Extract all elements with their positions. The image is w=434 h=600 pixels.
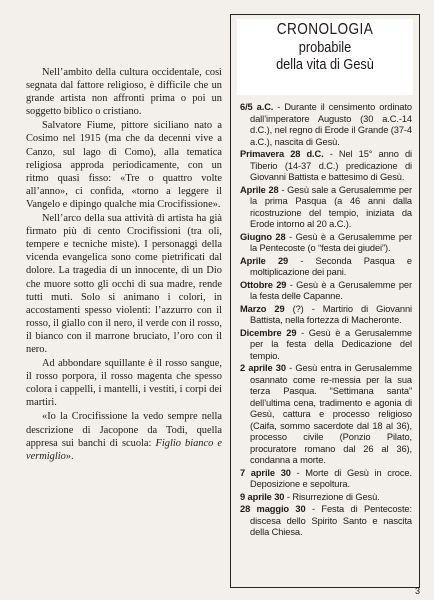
article-column (26, 66, 222, 463)
entry-date: Dicembre 29 (240, 327, 297, 338)
entry-text: - Gesù è a Gerusalemme per la festa delle Capanne. (250, 279, 412, 301)
entry-date: 28 maggio 30 (240, 504, 306, 514)
entry-date: 7 aprile 30 (240, 467, 291, 478)
chronology-entry (240, 232, 412, 255)
entry-text: - Morte di Gesù in croce. Deposizione e sepoltura. (250, 467, 412, 489)
quote-italic: Figlio bianco e vermiglio (26, 437, 222, 462)
chronology-entry (240, 149, 412, 184)
chronology-entry (240, 102, 412, 148)
entry-date: Marzo 29 (240, 303, 285, 314)
paragraph-5 (26, 410, 222, 462)
entry-text: (?) - Martirio di Giovanni Battista, nella fortezza di Macheronte. (250, 303, 413, 325)
entry-date: 9 aprile 30 (240, 491, 285, 502)
paragraph-3: Nell’arco della sua attività di artista ha già firmato più di cento Crocifissioni (tra oli, tempere e tecniche miste). I personaggi della vicenda evangelica sono come pietrificati dal dolore. La tragedia di un innocente, di un Dio che muore sotto gli occhi di sua madre, rende tutti muti. Solo si animano i colori, in accostamenti spesso violenti: l’azzurro con il rosso, il giallo con il nero, il verde con il rosso, il bianco con il marrone bruciato, l’oro con il nero. (26, 213, 222, 355)
entry-text: - Seconda Pasqua e moltiplicazione dei pani. (250, 255, 412, 277)
entry-date: 2 aprile 30 (240, 363, 286, 373)
chronology-entry (240, 468, 412, 491)
chronology-entry (240, 185, 412, 231)
entry-text: - Gesù è a Gerusalemme per la Pentecoste (o “festa dei giudei”). (250, 231, 412, 253)
chronology-entry (240, 280, 412, 303)
entry-date: 6/5 a.C. (240, 102, 274, 112)
entry-text: - Gesù è a Gerusalemme per la festa della Dedicazione del tempio. (250, 327, 412, 361)
entry-date: Aprile 28 (240, 184, 279, 195)
entry-date: Giugno 28 (240, 231, 286, 242)
entry-date: Aprile 29 (240, 255, 289, 266)
entry-text: - Risurrezione di Gesù. (284, 491, 380, 502)
chronology-entry (240, 504, 412, 539)
quote-text: «Io la Crocifissione la vedo sempre nella descrizione di Jacopone da Todi, quella appresa sui banchi di scuola: (26, 411, 222, 449)
chronology-entry (240, 304, 412, 327)
entry-date: Ottobre 29 (240, 279, 287, 290)
chronology-entries (240, 102, 412, 540)
entry-text: - Festa di Pentecoste: discesa dello Spirito Santo e nascita della Chiesa. (250, 504, 412, 537)
chronology-entry (240, 256, 412, 279)
chronology-box (230, 14, 420, 588)
entry-date: Primavera 28 d.C. (240, 149, 324, 159)
entry-text: - Gesù entra in Gerusalemme osannato come re-messia per la sua terza Pasqua. “Settimana santa” dell’ultima cena, tradimento e agonia di Gesù, cattura e processo religioso (Caifa, sommo sacerdote dal 18 al 36), processo civile (Ponzio Pilato, procuratore romano dal 26 al 36), condanna a morte. (250, 363, 412, 465)
paragraph-4: Ad abbondare squillante è il rosso sangue, il rosso porpora, il rosso magenta che spesso colora i cappelli, i mantelli, i vestiti, i corpi dei martiri. (26, 358, 222, 409)
chronology-subtitle-1: probabile (298, 39, 352, 56)
chronology-entry (240, 363, 412, 467)
paragraph-1: Nell’ambito della cultura occidentale, così segnata dal fattore religioso, è difficile che un grande artista non affronti prima o poi un soggetto biblico o cristiano. (26, 67, 222, 118)
entry-text: - Nel 15° anno di Tiberio (14-37 d.C.) predicazione di Giovanni Battista e battesimo di Gesù. (250, 149, 412, 182)
chronology-entry (240, 492, 412, 504)
paragraph-2: Salvatore Fiume, pittore siciliano nato a Cosimo nel 1915 (ma che da decenni vive a Canzo, sul lago di Como), alla tematica religiosa approda periodicamente, con un ritmo quasi fisso: «Tre o quattro volte all’anno», ci confida, «torno a leggere il Vangelo e dipingo qualche mia Crocifissione». (26, 120, 222, 210)
chronology-header (237, 19, 413, 95)
quote-end: ». (65, 450, 74, 462)
chronology-entry (240, 328, 412, 363)
entry-text: - Gesù sale a Gerusalemme per la prima Pasqua (a 46 anni dalla ricostruzione del tempio, iniziata da Erode intorno al 20 a.C.). (250, 184, 412, 229)
page-number: 3 (414, 586, 420, 596)
chronology-title: CRONOLOGIA (276, 21, 374, 38)
chronology-subtitle-2: della vita di Gesù (276, 56, 374, 73)
entry-text: - Durante il censimento ordinato dall’imperatore Augusto (30 a.C.-14 d.C.), nel regno di Erode il Grande (37-4 a.C.), nascita di Gesù. (250, 102, 412, 147)
